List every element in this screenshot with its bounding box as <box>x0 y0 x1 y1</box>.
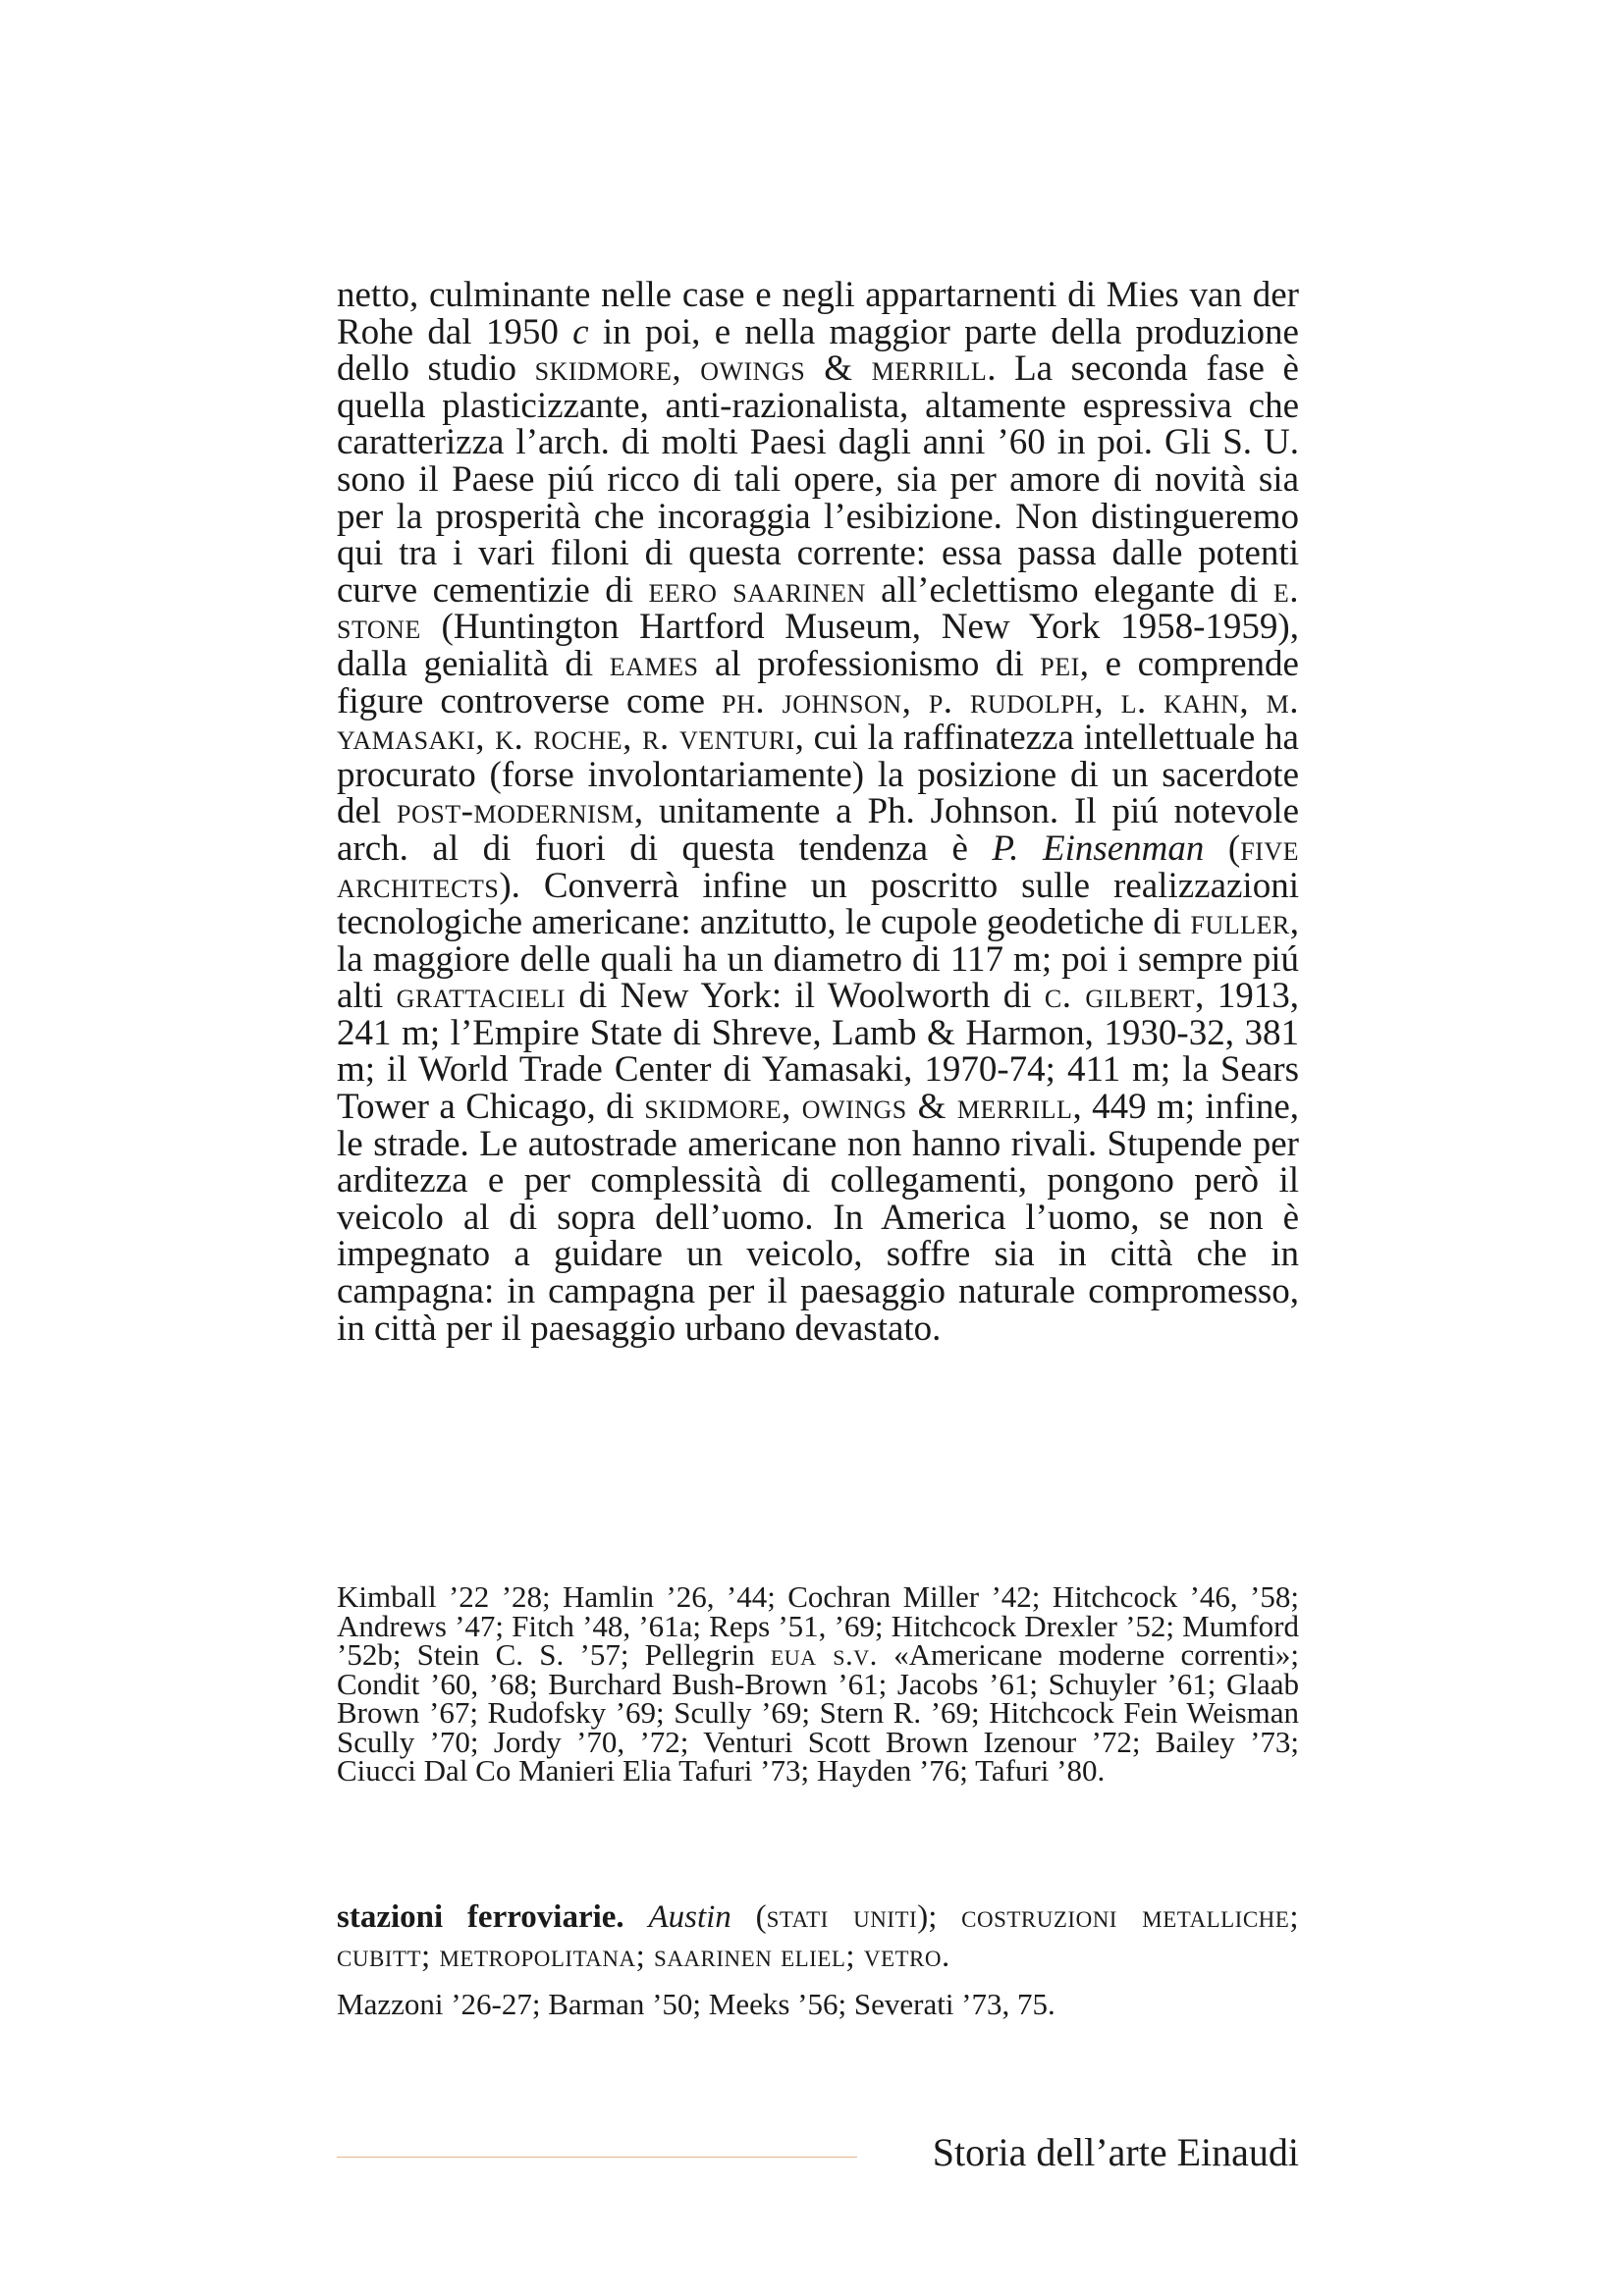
small-caps-run: e. stone <box>337 569 1299 648</box>
text-run: (Huntington Hartford Museum, New York 1958-1959), dalla genialità di <box>337 607 1299 684</box>
text-run: , 449 m; infine, le strade. Le autostrade americane non hanno rivali. Stupende per arditezza e per complessità di collegamenti, pongono però il veicolo al di sopra dell’uomo. In America l’uomo, se non è impegnato a guidare un veicolo, soffre sia in città che in campagna: in campagna per il paesaggio naturale compromesso, in città per il paesaggio urbano devastato. <box>337 1087 1299 1349</box>
italic-run: Austin <box>648 1899 731 1935</box>
small-caps-run: grattacieli <box>396 976 567 1017</box>
text-run: ). Converrà infine un poscritto sulle realizzazioni tecnologiche americane: anzitutto, le cupole geodetiche di <box>337 865 1299 943</box>
small-caps-run: fuller <box>1190 902 1290 943</box>
small-caps-run: eua s.v. <box>770 1637 878 1672</box>
small-caps-run: costruzioni metalliche; cubitt; metropolitana; saarinen eliel; vetro <box>337 1899 1299 1974</box>
footer-title: Storia dell’arte Einaudi <box>932 2130 1299 2174</box>
small-caps-run: skidmore, owings & merrill <box>534 348 988 390</box>
text-run: , unitamente a Ph. Johnson. Il piú notevole arch. al di fuori di questa tendenza è <box>337 791 1299 869</box>
small-caps-run: pei <box>1040 643 1080 684</box>
small-caps-run: post-modernism <box>397 791 634 832</box>
text-run: Kimball ’22 ’28; Hamlin ’26, ’44; Cochran Miller ’42; Hitchcock ’46, ’58; Andrews ’47; Fitch ’48, ’61a; Reps ’51, ’69; Hitchcock Drexler ’52; Mumford ’52b; Stein C. S. ’57; Pellegrin <box>337 1579 1299 1672</box>
text-run: ( <box>730 1899 767 1935</box>
text-run: , e comprende figure controverse come <box>337 643 1299 721</box>
italic-run: c <box>572 311 589 352</box>
text-run: netto, culminante nelle case e negli appartarnenti di Mies van der Rohe dal 1950 <box>337 275 1299 352</box>
small-caps-run: c. gilbert <box>1044 976 1196 1017</box>
bibliography-references <box>337 1579 1300 1788</box>
bold-run: stazioni ferroviarie. <box>337 1899 624 1935</box>
text-run <box>624 1899 649 1935</box>
small-caps-run: ph. johnson, p. rudolph, l. kahn, m. yamasaki, k. roche, r. venturi <box>337 680 1299 759</box>
entry-bibliography: Mazzoni ’26-27; Barman ’50; Meeks ’56; Severati ’73, 75. <box>337 1987 1055 2021</box>
text-run: ); <box>917 1899 962 1935</box>
text-run: , 1913, 241 m; l’Empire State di Shreve, Lamb & Harmon, 1930-32, 381 m; il World Trade Center di Yamasaki, 1970-74; 411 m; la Sears Tower a Chicago, di <box>337 976 1299 1128</box>
italic-run: P. Einsenman <box>992 828 1205 869</box>
small-caps-run: stati uniti <box>766 1899 918 1935</box>
small-caps-run: five architects <box>337 828 1299 906</box>
text-run: di New York: il Woolworth di <box>566 976 1045 1017</box>
text-run: , la maggiore delle quali ha un diametro di 117 m; poi i sempre piú alti <box>337 902 1299 1017</box>
text-run: , cui la raffinatezza intellettuale ha procurato (forse involontariamente) la posizione di un sacerdote del <box>337 718 1299 832</box>
text-run: al professionismo di <box>698 643 1041 684</box>
small-caps-run: skidmore, owings & merrill <box>644 1087 1073 1128</box>
entry-stazioni-ferroviarie <box>337 1897 1299 1976</box>
text-run: . <box>942 1939 950 1974</box>
footer-rule <box>337 2157 857 2158</box>
text-run: in poi, e nella maggior parte della produzione dello studio <box>337 311 1299 390</box>
text-run: . La seconda fase è quella plasticizzante, anti-razionalista, altamente espressiva che caratterizza l’arch. di molti Paesi dagli anni ’60 in poi. Gli S. U. sono il Paese piú ricco di tali opere, sia per amore di novità sia per la prosperità che incoraggia l’esibizione. Non distingueremo qui tra i vari filoni di questa corrente: essa passa dalle potenti curve cementizie di <box>337 348 1299 611</box>
text-run: all’eclettismo elegante di <box>865 569 1273 611</box>
text-run: ( <box>1204 828 1241 869</box>
body-paragraph <box>337 277 1299 1347</box>
text-run: «Americane moderne correnti»; Condit ’60, ’68; Burchard Bush-Brown ’61; Jacobs ’61; Schuyler ’61; Glaab Brown ’67; Rudofsky ’69; Scully ’69; Stern R. ’69; Hitchcock Fein Weisman Scully ’70; Jordy ’70, ’72; Venturi Scott Brown Izenour ’72; Bailey ’73; Ciucci Dal Co Manieri Elia Tafuri ’73; Hayden ’76; Tafuri ’80. <box>337 1637 1300 1788</box>
small-caps-run: eero saarinen <box>648 569 866 611</box>
small-caps-run: eames <box>609 643 699 684</box>
